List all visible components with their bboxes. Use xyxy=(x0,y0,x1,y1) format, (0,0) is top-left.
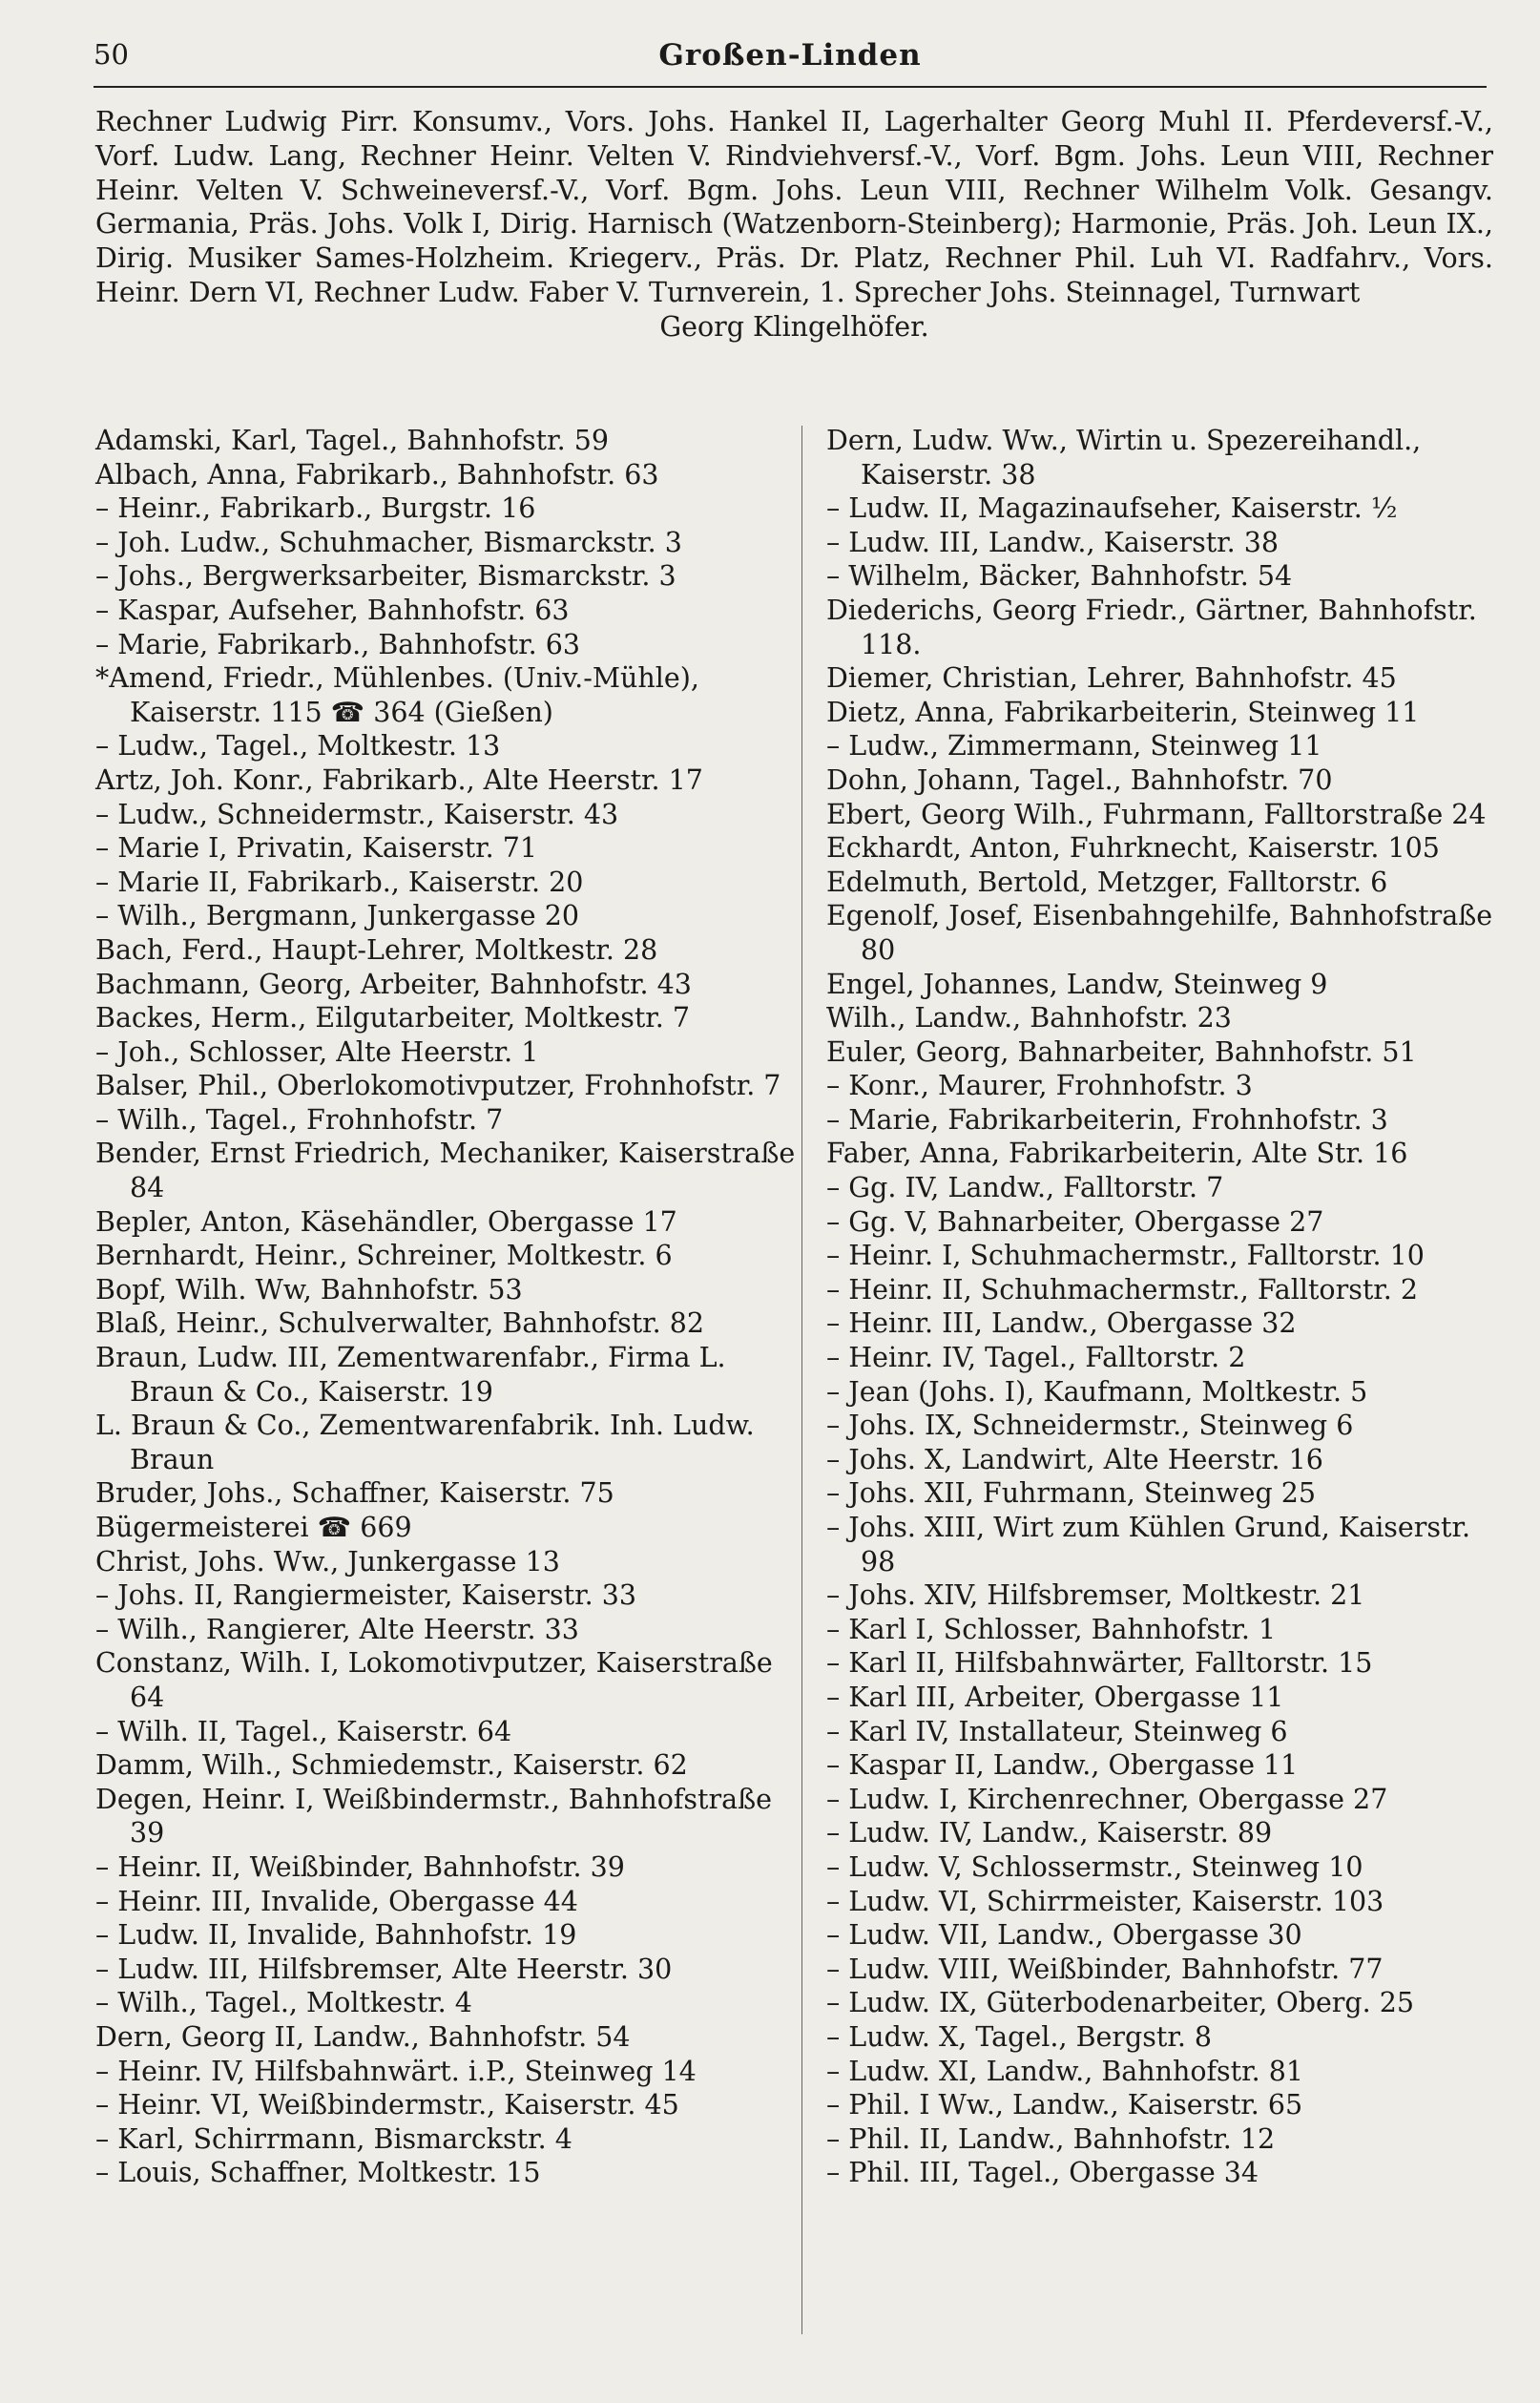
list-item: – Konr., Maurer, Frohnhofstr. 3 xyxy=(826,1070,1253,1102)
list-item: – Marie, Fabrikarbeiterin, Frohnhofstr. 3 xyxy=(826,1103,1388,1136)
list-item: Diederichs, Georg Friedr., Gärtner, Bahnhofstr. 118. xyxy=(826,594,1477,660)
list-item: Bepler, Anton, Käsehändler, Obergasse 17 xyxy=(95,1205,677,1238)
list-item: – Ludw., Zimmermann, Steinweg 11 xyxy=(826,730,1322,763)
list-item: – Marie II, Fabrikarb., Kaiserstr. 20 xyxy=(95,866,584,898)
list-item: – Wilh., Tagel., Moltkestr. 4 xyxy=(95,1987,472,2019)
list-item: – Karl II, Hilfsbahnwärter, Falltorstr. 15 xyxy=(826,1647,1373,1680)
page-title: Großen-Linden xyxy=(658,38,922,73)
resident-list-left xyxy=(95,424,797,2190)
resident-list-right xyxy=(826,424,1500,2190)
list-item: – Ludw. V, Schlossermstr., Steinweg 10 xyxy=(826,1850,1363,1883)
list-item: – Wilh., Rangierer, Alte Heerstr. 33 xyxy=(95,1613,579,1645)
list-item: Artz, Joh. Konr., Fabrikarb., Alte Heerstr. 17 xyxy=(95,763,703,796)
associations-paragraph xyxy=(95,105,1493,345)
list-item: – Ludw. IV, Landw., Kaiserstr. 89 xyxy=(826,1817,1273,1849)
list-item: – Heinr., Fabrikarb., Burgstr. 16 xyxy=(95,492,536,525)
list-item: Adamski, Karl, Tagel., Bahnhofstr. 59 xyxy=(95,425,609,456)
list-item: Dern, Georg II, Landw., Bahnhofstr. 54 xyxy=(95,2020,631,2053)
list-item: – Joh. Ludw., Schuhmacher, Bismarckstr. 3 xyxy=(95,526,682,558)
list-item: – Karl, Schirrmann, Bismarckstr. 4 xyxy=(95,2122,572,2155)
list-item: Backes, Herm., Eilgutarbeiter, Moltkestr. 7 xyxy=(95,1002,691,1034)
list-item: – Marie I, Privatin, Kaiserstr. 71 xyxy=(95,832,538,865)
list-item: – Ludw. II, Magazinaufseher, Kaiserstr. ½ xyxy=(826,492,1398,525)
list-item: Bruder, Johs., Schaffner, Kaiserstr. 75 xyxy=(95,1477,614,1510)
intro-text-end: Georg Klingelhöfer. xyxy=(659,310,929,343)
list-item: – Ludw., Tagel., Moltkestr. 13 xyxy=(95,730,501,763)
list-item: – Marie, Fabrikarb., Bahnhofstr. 63 xyxy=(95,628,580,660)
list-item: – Phil. III, Tagel., Obergasse 34 xyxy=(826,2157,1259,2189)
list-item: – Karl III, Arbeiter, Obergasse 11 xyxy=(826,1681,1284,1713)
list-item: Christ, Johs. Ww., Junkergasse 13 xyxy=(95,1545,560,1578)
list-item: Dietz, Anna, Fabrikarbeiterin, Steinweg 11 xyxy=(826,696,1420,728)
list-item: – Wilh. II, Tagel., Kaiserstr. 64 xyxy=(95,1715,512,1747)
list-item: – Wilh., Bergmann, Junkergasse 20 xyxy=(95,900,579,932)
list-item: – Karl IV, Installateur, Steinweg 6 xyxy=(826,1715,1288,1747)
list-item: – Johs. II, Rangiermeister, Kaiserstr. 33 xyxy=(95,1579,636,1612)
list-item: Bender, Ernst Friedrich, Mechaniker, Kaiserstraße 84 xyxy=(95,1138,796,1204)
list-item: Constanz, Wilh. I, Lokomotivputzer, Kaiserstraße 64 xyxy=(95,1647,773,1713)
list-item: – Johs. XIII, Wirt zum Kühlen Grund, Kaiserstr. 98 xyxy=(826,1512,1471,1578)
list-item: Dohn, Johann, Tagel., Bahnhofstr. 70 xyxy=(826,763,1333,796)
list-item: Braun, Ludw. III, Zementwarenfabr., Firma L. Braun & Co., Kaiserstr. 19 xyxy=(95,1342,726,1408)
list-item: *Amend, Friedr., Mühlenbes. (Univ.-Mühle), Kaiserstr. 115 ☎ 364 (Gießen) xyxy=(95,662,699,728)
column-divider xyxy=(801,426,802,2334)
list-item: – Karl I, Schlosser, Bahnhofstr. 1 xyxy=(826,1613,1277,1645)
list-item: – Gg. IV, Landw., Falltorstr. 7 xyxy=(826,1172,1224,1204)
list-item: – Ludw. VII, Landw., Obergasse 30 xyxy=(826,1919,1302,1952)
list-item: Bernhardt, Heinr., Schreiner, Moltkestr. 6 xyxy=(95,1240,673,1272)
page-number: 50 xyxy=(94,38,129,71)
list-item: – Ludw., Schneidermstr., Kaiserstr. 43 xyxy=(95,798,619,830)
list-item: – Wilhelm, Bäcker, Bahnhofstr. 54 xyxy=(826,560,1293,593)
list-item: – Wilh., Tagel., Frohnhofstr. 7 xyxy=(95,1103,504,1136)
list-item: – Ludw. VI, Schirrmeister, Kaiserstr. 103 xyxy=(826,1885,1384,1917)
list-item: Euler, Georg, Bahnarbeiter, Bahnhofstr. 51 xyxy=(826,1035,1417,1068)
list-item: Balser, Phil., Oberlokomotivputzer, Frohnhofstr. 7 xyxy=(95,1070,781,1102)
list-item: – Ludw. IX, Güterbodenarbeiter, Oberg. 25 xyxy=(826,1987,1415,2019)
page-header xyxy=(94,38,1487,88)
list-item: – Phil. II, Landw., Bahnhofstr. 12 xyxy=(826,2122,1276,2155)
list-item: Degen, Heinr. I, Weißbindermstr., Bahnhofstraße 39 xyxy=(95,1783,772,1849)
list-item: Bach, Ferd., Haupt-Lehrer, Moltkestr. 28 xyxy=(95,933,658,966)
list-item: – Louis, Schaffner, Moltkestr. 15 xyxy=(95,2157,541,2189)
list-item: – Johs. XIV, Hilfsbremser, Moltkestr. 21 xyxy=(826,1579,1365,1612)
list-item: Engel, Johannes, Landw, Steinweg 9 xyxy=(826,968,1328,1000)
list-item: – Joh., Schlosser, Alte Heerstr. 1 xyxy=(95,1035,539,1068)
list-item: – Heinr. II, Schuhmachermstr., Falltorstr. 2 xyxy=(826,1273,1419,1306)
list-item: – Ludw. VIII, Weißbinder, Bahnhofstr. 77 xyxy=(826,1953,1384,1985)
list-item: Diemer, Christian, Lehrer, Bahnhofstr. 45 xyxy=(826,662,1397,695)
list-item: – Johs. X, Landwirt, Alte Heerstr. 16 xyxy=(826,1443,1323,1475)
list-item: Ebert, Georg Wilh., Fuhrmann, Falltorstraße 24 xyxy=(826,798,1487,830)
list-item: Dern, Ludw. Ww., Wirtin u. Spezereihandl., Kaiserstr. 38 xyxy=(826,425,1422,491)
list-item: – Kaspar, Aufseher, Bahnhofstr. 63 xyxy=(95,594,570,626)
list-item: Faber, Anna, Fabrikarbeiterin, Alte Str. 16 xyxy=(826,1138,1408,1170)
list-item: – Ludw. X, Tagel., Bergstr. 8 xyxy=(826,2020,1213,2053)
list-item: L. Braun & Co., Zementwarenfabrik. Inh. Ludw. Braun xyxy=(95,1410,755,1475)
list-item: – Johs., Bergwerksarbeiter, Bismarckstr. 3 xyxy=(95,560,676,593)
list-item: – Heinr. I, Schuhmachermstr., Falltorstr. 10 xyxy=(826,1240,1425,1272)
list-item: – Ludw. III, Hilfsbremser, Alte Heerstr. 30 xyxy=(95,1953,673,1985)
list-item: Blaß, Heinr., Schulverwalter, Bahnhofstr. 82 xyxy=(95,1307,705,1340)
list-item: Albach, Anna, Fabrikarb., Bahnhofstr. 63 xyxy=(95,458,659,491)
list-item: – Heinr. IV, Hilfsbahnwärt. i.P., Steinweg 14 xyxy=(95,2055,697,2087)
list-item: Egenolf, Josef, Eisenbahngehilfe, Bahnhofstraße 80 xyxy=(826,900,1493,966)
list-item: – Ludw. I, Kirchenrechner, Obergasse 27 xyxy=(826,1783,1388,1815)
list-item: – Heinr. III, Invalide, Obergasse 44 xyxy=(95,1885,578,1917)
list-item: Bügermeisterei ☎ 669 xyxy=(95,1512,412,1543)
list-item: – Johs. XII, Fuhrmann, Steinweg 25 xyxy=(826,1477,1317,1510)
intro-text: Rechner Ludwig Pirr. Konsumv., Vors. Johs. Hankel II, Lagerhalter Georg Muhl II. Pferdeversf.-V., Vorf. Ludw. Lang, Rechner Heinr. Velten V. Rindviehversf.-V., Vorf. Bgm. Johs. Leun VIII, Rechner Heinr. Velten V. Schweineversf.-V., Vorf. Bgm. Johs. Leun VIII, Rechner Wilhelm Volk. Gesangv. Germania, Präs. Johs. Volk I, Dirig. Harnisch (Watzenborn-Steinberg); Harmonie, Präs. Joh. Leun IX., Dirig. Musiker Sames-Holzheim. Kriegerv., Präs. Dr. Platz, Rechner Phil. Luh VI. Radfahrv., Vors. Heinr. Dern VI, Rechner Ludw. Faber V. Turnverein, 1. Sprecher Johs. Steinnagel, Turnwart xyxy=(95,106,1493,308)
list-item: – Gg. V, Bahnarbeiter, Obergasse 27 xyxy=(826,1205,1324,1238)
list-item: – Ludw. XI, Landw., Bahnhofstr. 81 xyxy=(826,2055,1304,2087)
list-item: Eckhardt, Anton, Fuhrknecht, Kaiserstr. 105 xyxy=(826,832,1440,865)
list-item: – Heinr. IV, Tagel., Falltorstr. 2 xyxy=(826,1342,1246,1374)
list-item: Damm, Wilh., Schmiedemstr., Kaiserstr. 62 xyxy=(95,1749,688,1782)
list-item: – Heinr. II, Weißbinder, Bahnhofstr. 39 xyxy=(95,1850,625,1883)
list-item: – Kaspar II, Landw., Obergasse 11 xyxy=(826,1749,1299,1782)
list-item: – Ludw. II, Invalide, Bahnhofstr. 19 xyxy=(95,1919,577,1952)
list-item: – Jean (Johs. I), Kaufmann, Moltkestr. 5 xyxy=(826,1375,1368,1408)
list-item: Wilh., Landw., Bahnhofstr. 23 xyxy=(826,1002,1232,1034)
list-item: Edelmuth, Bertold, Metzger, Falltorstr. 6 xyxy=(826,866,1388,898)
list-item: – Ludw. III, Landw., Kaiserstr. 38 xyxy=(826,526,1280,558)
list-item: – Phil. I Ww., Landw., Kaiserstr. 65 xyxy=(826,2089,1303,2121)
list-item: – Heinr. VI, Weißbindermstr., Kaiserstr. 45 xyxy=(95,2089,679,2121)
list-item: Bachmann, Georg, Arbeiter, Bahnhofstr. 43 xyxy=(95,968,692,1000)
list-item: – Heinr. III, Landw., Obergasse 32 xyxy=(826,1307,1297,1340)
list-item: – Johs. IX, Schneidermstr., Steinweg 6 xyxy=(826,1410,1354,1442)
list-item: Bopf, Wilh. Ww, Bahnhofstr. 53 xyxy=(95,1273,523,1306)
